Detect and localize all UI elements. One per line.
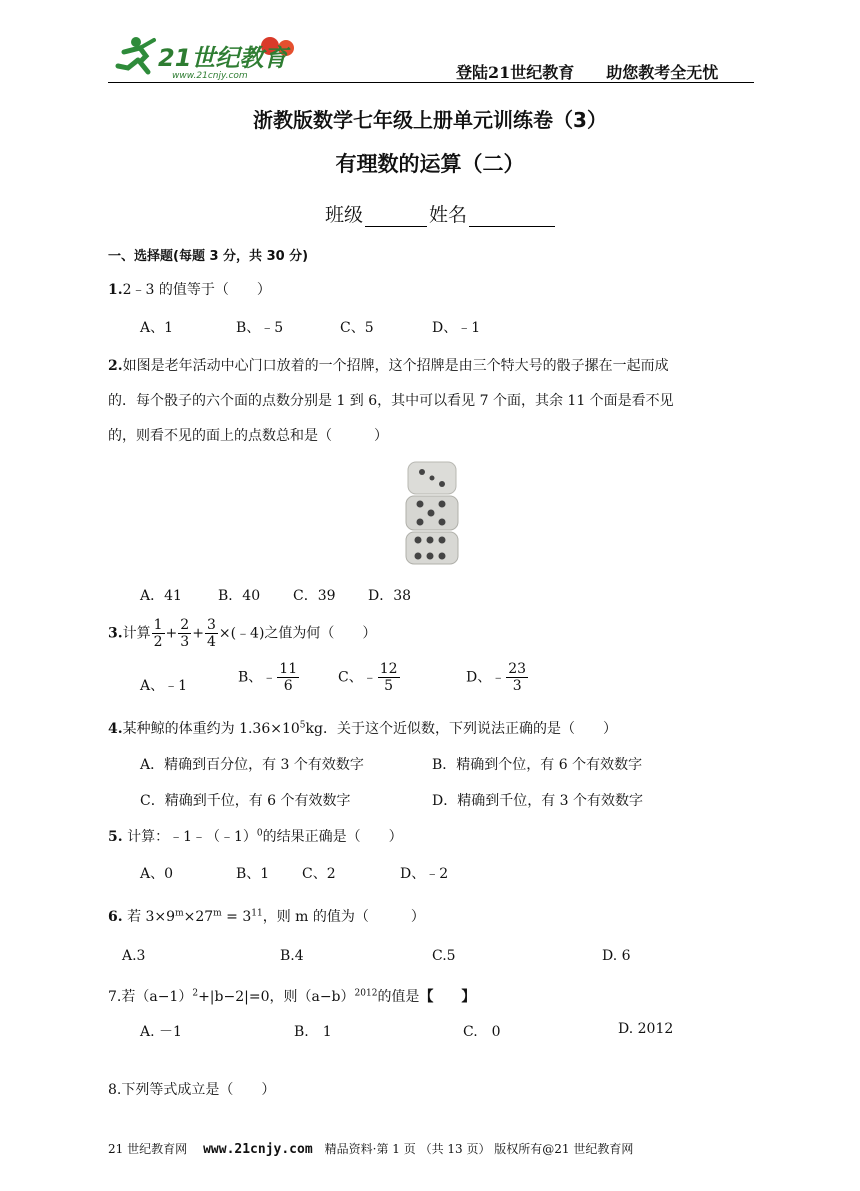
q2-option-a: A．41 — [140, 588, 182, 604]
q6-option-d: D. 6 — [602, 948, 631, 964]
q2-option-d: D．38 — [368, 588, 412, 604]
question-number: 1. — [108, 282, 123, 298]
header-slogan-right: 助您教考全无忧 — [606, 63, 719, 82]
question-2-line-3: 的，则看不见的面上的点数总和是（ ） — [108, 428, 388, 444]
question-7: 7.若$(a-1)^2+|b-2|=0$，则$(a-b)^{2012}$的值是【 】 — [108, 988, 476, 1005]
q3-option-d: D、﹣ $\frac{23}{3}$ — [466, 661, 527, 694]
q6-option-a: A.3 — [122, 948, 146, 964]
header-slogan — [456, 60, 718, 83]
q7-option-c: C. 0 — [463, 1024, 501, 1040]
q1-option-a: A、1 — [140, 320, 174, 336]
question-number: 4. — [108, 721, 123, 737]
footer-info: 精品资料·第 1 页 （共 13 页） 版权所有@21 世纪教育网 — [324, 1142, 634, 1156]
q4-option-a: A．精确到百分位，有 3 个有效数字 — [140, 757, 364, 773]
runner-icon — [118, 37, 154, 72]
q1-option-d: D、﹣1 — [432, 320, 481, 336]
q4-option-d: D．精确到千位，有 3 个有效数字 — [432, 793, 644, 809]
q5-option-a: A、0 — [140, 866, 174, 882]
page-footer — [108, 1140, 633, 1157]
page-subtitle: 有理数的运算（二） — [335, 152, 525, 176]
question-8: 8.下列等式成立是（ ） — [108, 1082, 276, 1098]
question-4: 4.某种鲸的体重约为 $1.36\times 10^5kg$．关于这个近似数，下列说法正确的是（ ） — [108, 720, 617, 737]
question-3: 3.计算 $\frac{1}{2}$ + $\frac{2}{3}$ + $\frac{3}{4}$ ×(﹣4)之值为何（ ） — [108, 617, 377, 650]
question-number: 5. — [108, 829, 123, 845]
stacked-dice-image — [402, 460, 462, 566]
question-text: 2﹣3 的值等于（ ） — [122, 282, 271, 298]
question-5: 5. 计算：﹣1﹣（﹣1）$^0$的结果正确是（ ） — [108, 828, 403, 845]
question-1 — [108, 279, 271, 299]
q5-option-d: D、﹣2 — [400, 866, 449, 882]
fraction: $\frac{1}{2}$ — [153, 617, 163, 650]
q7-option-b: B. 1 — [294, 1024, 332, 1040]
name-blank — [469, 208, 555, 227]
svg-text:www.21cnjy.com: www.21cnjy.com — [172, 71, 248, 80]
question-number: 6. — [108, 909, 123, 925]
class-blank — [365, 208, 427, 227]
question-2-line-2: 的．每个骰子的六个面的点数分别是 1 到 6，其中可以看见 7 个面，其余 11 个面是看不见 — [108, 393, 674, 409]
q1-option-c: C、5 — [340, 320, 374, 336]
header-divider — [108, 82, 754, 83]
q7-option-a: A. －1 — [140, 1024, 182, 1040]
dice-icon — [402, 460, 462, 566]
q5-option-b: B、1 — [236, 866, 270, 882]
q3-option-c: C、﹣ $\frac{12}{5}$ — [338, 661, 398, 694]
header-slogan-left: 登陆21世纪教育 — [456, 63, 575, 82]
logo-graphic — [110, 32, 310, 80]
footer-site: 21 世纪教育网 — [108, 1142, 188, 1156]
class-name-line — [325, 200, 557, 227]
svg-text:21世纪教育: 21世纪教育 — [158, 44, 288, 72]
page-title: 浙教版数学七年级上册单元训练卷（3） — [253, 108, 607, 132]
q4-option-b: B．精确到个位，有 6 个有效数字 — [432, 757, 643, 773]
fraction: $\frac{3}{4}$ — [206, 617, 216, 650]
q4-option-c: C．精确到千位，有 6 个有效数字 — [140, 793, 351, 809]
q5-option-c: C、2 — [302, 866, 336, 882]
q1-option-b: B、﹣5 — [236, 320, 284, 336]
q3-option-b: B、﹣ $\frac{11}{6}$ — [238, 661, 298, 694]
class-label: 班级 — [325, 204, 364, 226]
question-number: 3. — [108, 625, 123, 642]
name-label: 姓名 — [429, 204, 468, 226]
question-number: 2. — [108, 358, 123, 374]
q2-option-c: C．39 — [293, 588, 336, 604]
fraction: $\frac{2}{3}$ — [180, 617, 190, 650]
q3-option-a: A、﹣1 — [140, 678, 188, 694]
question-text: 如图是老年活动中心门口放着的一个招牌，这个招牌是由三个特大号的骰子摞在一起而成 — [122, 358, 669, 374]
question-text: 计算 — [122, 625, 151, 642]
question-2 — [108, 355, 669, 375]
q6-option-b: B.4 — [280, 948, 304, 964]
q7-option-d: D. 2012 — [618, 1021, 674, 1037]
section-heading: 一、选择题(每题 3 分，共 30 分) — [108, 249, 309, 264]
q2-option-b: B．40 — [218, 588, 261, 604]
q6-option-c: C.5 — [432, 948, 456, 964]
site-logo — [110, 32, 310, 80]
footer-url-link[interactable]: www.21cnjy.com — [203, 1142, 313, 1157]
question-6: 6. 若 $3\times 9^m\times 27^m = 3^{11}$，则 m 的值为（ ） — [108, 908, 425, 925]
